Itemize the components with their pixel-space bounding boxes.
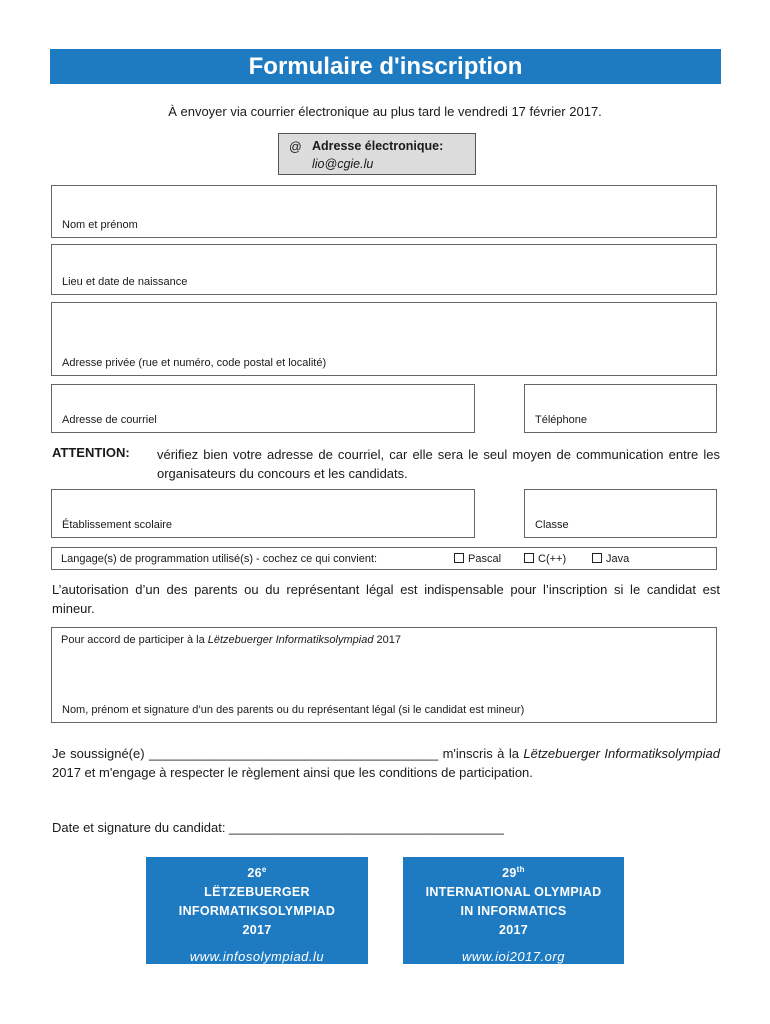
school-field-label: Établissement scolaire bbox=[62, 519, 173, 531]
attention-text: vérifiez bien votre adresse de courriel, car elle sera le seul moyen de communication entre les organisateurs du concours et les candidats. bbox=[157, 447, 720, 481]
birth-field-label: Lieu et date de naissance bbox=[62, 276, 188, 288]
logo-edition: 29th bbox=[502, 865, 525, 881]
language-option-pascal[interactable]: Pascal bbox=[454, 553, 501, 565]
name-field[interactable] bbox=[51, 185, 717, 238]
phone-field[interactable] bbox=[524, 384, 717, 433]
address-field-label: Adresse privée (rue et numéro, code postal et localité) bbox=[62, 357, 327, 369]
checkbox-icon[interactable] bbox=[592, 553, 602, 563]
checkbox-icon[interactable] bbox=[454, 553, 464, 563]
phone-field-label: Téléphone bbox=[535, 414, 587, 426]
at-icon: @ bbox=[289, 140, 302, 154]
intro-text: À envoyer via courrier électronique au plus tard le vendredi 17 février 2017. bbox=[168, 104, 602, 119]
language-option-cpp[interactable]: C(++) bbox=[524, 553, 566, 565]
class-field[interactable] bbox=[524, 489, 717, 538]
consent-signature-label: Nom, prénom et signature d’un des parents ou du représentant légal (si le candidat est mineur) bbox=[62, 704, 525, 716]
logo-line2: IN INFORMATICS bbox=[460, 904, 567, 919]
logo-line1: INTERNATIONAL OLYMPIAD bbox=[425, 885, 602, 900]
authorisation-text: L’autorisation d’un des parents ou du représentant légal est indispensable pour l’inscription si le candidat est mineur. bbox=[52, 582, 720, 616]
email-contact-box bbox=[278, 133, 476, 175]
logo-line2: INFORMATIKSOLYMPIAD bbox=[178, 904, 336, 919]
page-title: Formulaire d'inscription bbox=[50, 49, 721, 84]
date-signature-line[interactable]: Date et signature du candidat: ______________________________________ bbox=[52, 820, 504, 835]
email-label: Adresse électronique: bbox=[312, 139, 444, 153]
logo-edition: 26e bbox=[247, 865, 267, 881]
logo-line1: LËTZEBUERGER bbox=[204, 885, 310, 900]
logo-url[interactable]: www.ioi2017.org bbox=[462, 949, 565, 965]
email-address[interactable]: lio@cgie.lu bbox=[312, 157, 374, 171]
birth-field[interactable] bbox=[51, 244, 717, 295]
name-field-label: Nom et prénom bbox=[62, 219, 138, 231]
language-option-java[interactable]: Java bbox=[592, 553, 629, 565]
logo-url[interactable]: www.infosolympiad.lu bbox=[189, 949, 325, 965]
checkbox-icon[interactable] bbox=[524, 553, 534, 563]
class-field-label: Classe bbox=[535, 519, 569, 531]
email-field[interactable] bbox=[51, 384, 475, 433]
address-field[interactable] bbox=[51, 302, 717, 376]
logo-ioi bbox=[403, 857, 624, 964]
language-row bbox=[51, 547, 717, 570]
logo-year: 2017 bbox=[498, 923, 528, 938]
logo-year: 2017 bbox=[242, 923, 272, 938]
undertaking-text: Je soussigné(e) ________________________________________ m'inscris à la Lëtzebuerger Informatiksolympiad 2017 et m'engage à respecter le règlement ainsi que les conditions de participation. bbox=[52, 746, 720, 780]
attention-label: ATTENTION: bbox=[52, 445, 130, 460]
school-field[interactable] bbox=[51, 489, 475, 538]
email-field-label: Adresse de courriel bbox=[62, 414, 157, 426]
logo-infosolympiad bbox=[146, 857, 368, 964]
parent-consent-field[interactable] bbox=[51, 627, 717, 723]
consent-text: Pour accord de participer à la Lëtzebuerger Informatiksolympiad 2017 bbox=[61, 634, 401, 646]
language-prompt: Langage(s) de programmation utilisé(s) - cochez ce qui convient: bbox=[61, 553, 378, 565]
